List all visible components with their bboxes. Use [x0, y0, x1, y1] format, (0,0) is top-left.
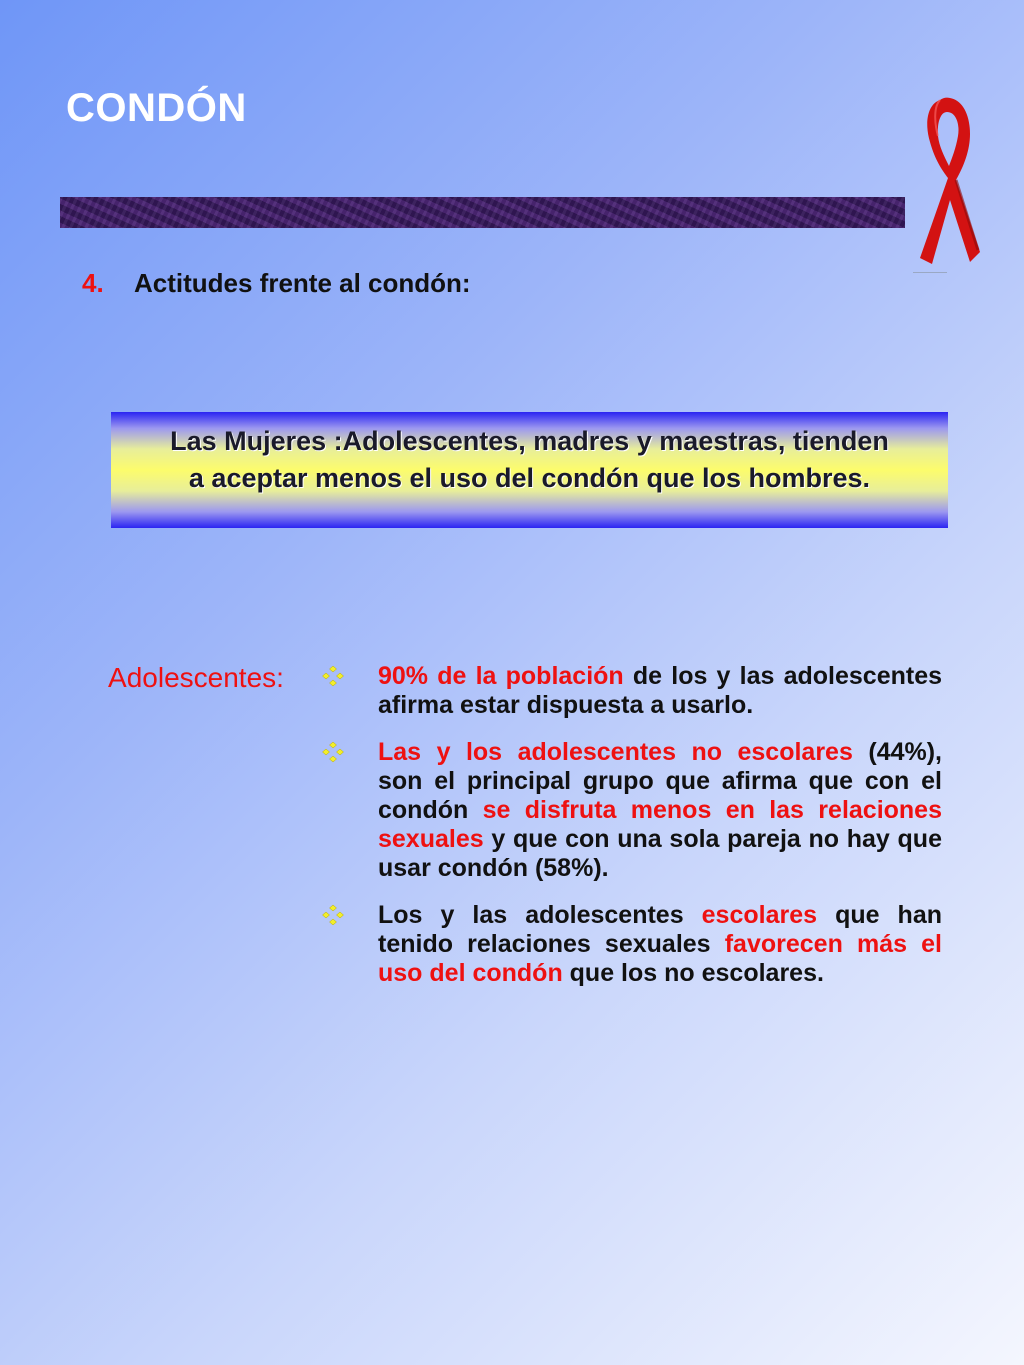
bullet-text-segment: y que con una sola pareja no hay que usar condón (58%).	[378, 825, 942, 882]
four-diamond-bullet-icon	[322, 741, 344, 763]
bullet-item	[322, 901, 942, 988]
bullet-text-segment: que han tenido relaciones sexuales	[378, 901, 942, 958]
ribbon-baseline	[913, 272, 947, 273]
title-divider-bar	[60, 197, 905, 228]
bullet-item	[322, 662, 942, 720]
callout-line-2: a aceptar menos el uso del condón que los hombres.	[188, 463, 871, 493]
section-number: 4.	[82, 268, 104, 298]
four-diamond-bullet-icon	[322, 665, 344, 687]
highlighted-text: favorecen más el uso del condón	[378, 930, 942, 987]
section-heading-text: Actitudes frente al condón:	[134, 268, 471, 298]
bullet-text	[378, 662, 942, 720]
callout-line-1: Las Mujeres :Adolescentes, madres y maestras, tienden	[170, 426, 889, 456]
sidebar-label: Adolescentes:	[108, 662, 284, 693]
bullet-text-segment: de los y las adolescentes afirma estar dispuesta a usarlo.	[378, 662, 943, 719]
highlighted-text: Las y los adolescentes no escolares	[378, 738, 853, 766]
highlighted-text: 90% de la población	[378, 662, 624, 690]
slide-title: CONDÓN	[66, 86, 247, 130]
highlighted-text: se disfruta menos en las relaciones sexuales	[378, 796, 942, 853]
callout-box	[111, 412, 948, 528]
bullet-text-segment: Los y las adolescentes	[378, 901, 702, 929]
bullet-list	[322, 662, 942, 1006]
highlighted-text: escolares	[701, 901, 818, 929]
bullet-text	[378, 901, 942, 988]
bullet-text-segment: que los no escolares.	[562, 959, 824, 987]
bullet-text-segment: (44%), son el principal grupo que afirma que con el condón	[378, 738, 942, 824]
red-ribbon-icon	[910, 92, 986, 272]
section-heading	[82, 268, 471, 299]
bullet-text	[378, 738, 942, 883]
four-diamond-bullet-icon	[322, 904, 344, 926]
bullet-item	[322, 738, 942, 883]
